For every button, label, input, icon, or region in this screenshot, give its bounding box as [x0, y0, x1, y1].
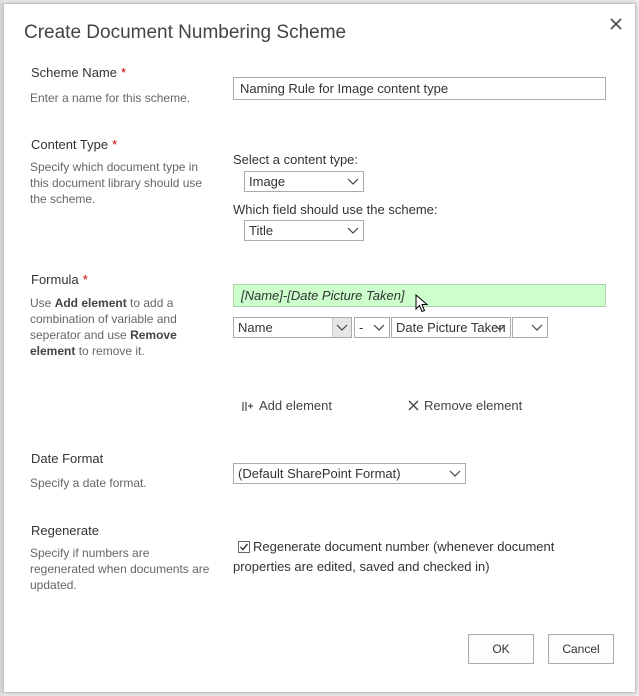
formula-element-select-2[interactable] [391, 317, 511, 338]
regenerate-label: Regenerate [31, 523, 99, 538]
select-content-type-label: Select a content type: [233, 152, 359, 167]
remove-element-button[interactable] [408, 398, 522, 413]
separator-value: - [359, 320, 364, 335]
create-numbering-scheme-dialog [3, 3, 636, 693]
field-value: Title [249, 223, 274, 238]
chevron-down-icon [531, 324, 543, 332]
dialog-title: Create Document Numbering Scheme [24, 22, 347, 43]
formula-label: Formula * [31, 272, 88, 287]
chevron-down-icon [336, 324, 348, 332]
remove-x-icon [408, 400, 419, 411]
scheme-name-label: Scheme Name * [31, 65, 127, 80]
separator-select[interactable] [354, 317, 390, 338]
content-type-select[interactable] [244, 171, 364, 192]
cancel-button[interactable]: Cancel [548, 634, 614, 664]
date-format-select[interactable] [233, 463, 466, 484]
ok-button[interactable]: OK [468, 634, 534, 664]
add-element-icon [242, 400, 254, 412]
chevron-down-icon [494, 324, 506, 332]
content-type-label: Content Type * [31, 137, 118, 152]
chevron-down-icon [373, 324, 385, 332]
scheme-name-input[interactable]: Naming Rule for Image content type [233, 77, 606, 100]
field-select[interactable] [244, 220, 364, 241]
date-format-label: Date Format [31, 451, 104, 466]
field-scheme-label: Which field should use the scheme: [233, 202, 438, 217]
chevron-down-icon [347, 178, 359, 186]
formula-element-value: Name [238, 320, 273, 335]
mouse-cursor-icon [415, 294, 429, 319]
regenerate-checkbox[interactable] [238, 541, 250, 553]
date-format-description: Specify a date format. [30, 476, 147, 490]
content-type-description: Specify which document type in this document library should use the scheme. [30, 160, 203, 206]
add-element-button[interactable] [242, 398, 332, 413]
scheme-name-description: Enter a name for this scheme. [30, 91, 191, 105]
formula-element-value-2: Date Picture Taken [396, 320, 506, 335]
regenerate-checkbox-label: Regenerate document number (whenever document properties are edited, saved and checked in) [233, 539, 555, 574]
content-type-value: Image [249, 174, 286, 189]
formula-description: Use Add element to add a combination of variable and seperator and use Remove element to remove it. [30, 296, 177, 358]
chevron-down-icon [347, 227, 359, 235]
add-element-label: Add element [259, 398, 332, 413]
regenerate-description: Specify if numbers are regenerated when documents are updated. [30, 546, 210, 592]
date-format-value: (Default SharePoint Format) [238, 466, 401, 481]
close-icon[interactable] [608, 16, 624, 32]
formula-element-select[interactable] [233, 317, 352, 338]
separator-select-2[interactable] [512, 317, 548, 338]
formula-input[interactable]: [Name]-[Date Picture Taken] [233, 284, 606, 307]
remove-element-label: Remove element [424, 398, 523, 413]
chevron-down-icon [449, 470, 461, 478]
